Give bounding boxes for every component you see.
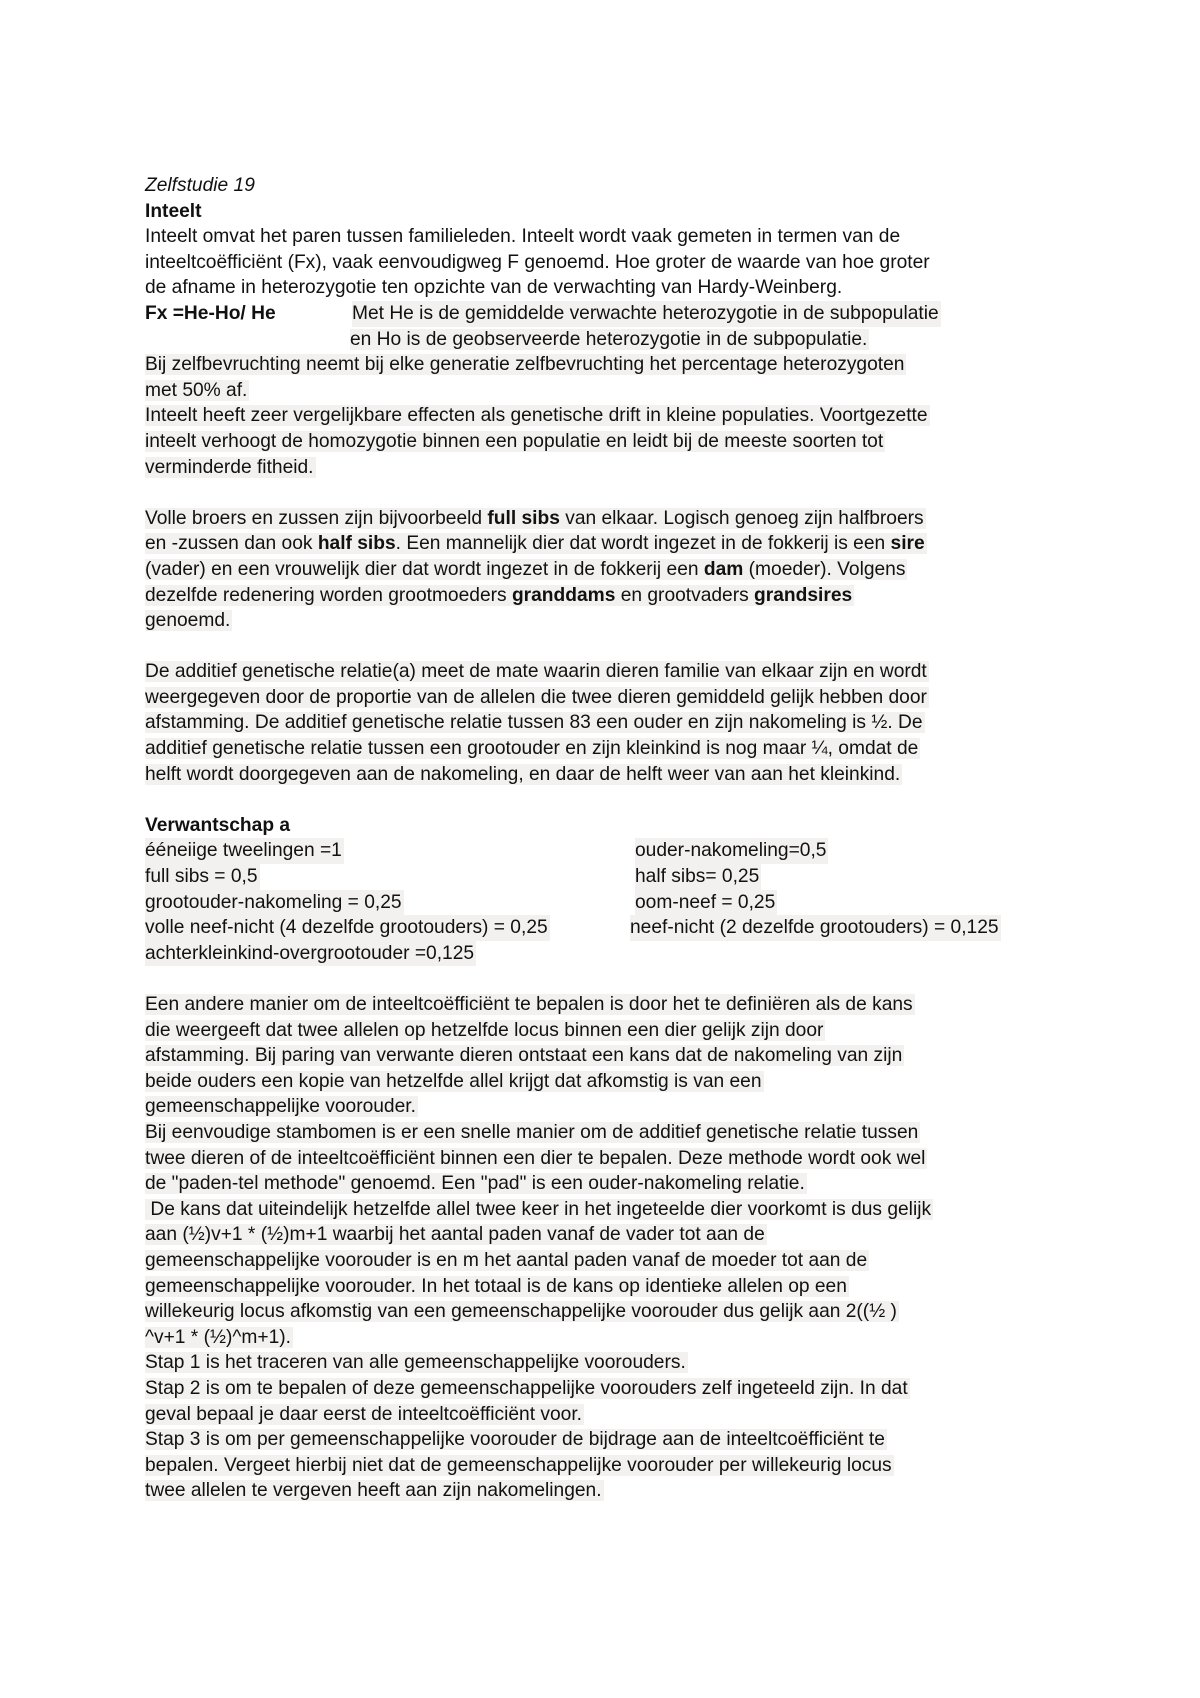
text-segment: afstamming. De additief genetische relatie tussen 83 een ouder en zijn nakomeling is ½. De	[145, 712, 923, 734]
text-line	[145, 1350, 1085, 1376]
text-line: Inteelt omvat het paren tussen familieleden. Inteelt wordt vaak gemeten in termen van de	[145, 226, 901, 248]
document-page	[145, 173, 1085, 1504]
text-line	[145, 1197, 1085, 1223]
text-line	[145, 1248, 1085, 1274]
text-segment: met 50% af.	[145, 379, 248, 401]
text-segment: helft wordt doorgegeven aan de nakomeling, en daar de helft weer van aan het kleinkind.	[145, 763, 901, 785]
spacer	[145, 634, 1085, 660]
relation-left: volle neef-nicht (4 dezelfde grootouders) = 0,25	[145, 915, 550, 941]
relation-row	[145, 941, 1085, 967]
text-segment: willekeurig locus afkomstig van een gemeenschappelijke voorouder dus gelijk aan 2((½ )	[145, 1301, 897, 1323]
text-segment: beide ouders een kopie van hetzelfde allel krijgt dat afkomstig is van een	[145, 1070, 762, 1092]
term-half-sibs: half sibs	[317, 533, 396, 555]
text-line	[145, 1146, 1085, 1172]
text-line	[145, 1376, 1085, 1402]
text-segment: additief genetische relatie tussen een grootouder en zijn kleinkind is nog maar ¼, omdat de	[145, 738, 919, 760]
text-line: de afname in heterozygotie ten opzichte van de verwachting van Hardy-Weinberg.	[145, 277, 843, 299]
text-segment: geval bepaal je daar eerst de inteeltcoëfficiënt voor.	[145, 1403, 582, 1425]
text-segment: genoemd.	[145, 610, 231, 632]
text-segment: van elkaar. Logisch genoeg zijn halfbroers	[559, 507, 924, 529]
text-segment: die weergeeft dat twee allelen op hetzelfde locus binnen een dier gelijk zijn door	[145, 1019, 824, 1041]
term-grandsires: grandsires	[754, 584, 853, 606]
text-segment: ^v+1 * (½)^m+1).	[145, 1326, 291, 1348]
text-line	[145, 506, 1085, 532]
relation-left: full sibs = 0,5	[145, 864, 260, 890]
text-segment: gemeenschappelijke voorouder. In het totaal is de kans op identieke allelen op een	[145, 1275, 847, 1297]
text-segment: . Een mannelijk dier dat wordt ingezet in de fokkerij is een	[395, 533, 891, 555]
text-segment: Een andere manier om de inteeltcoëfficiënt te bepalen is door het te definiëren als de kans	[145, 994, 913, 1015]
relation-left: achterkleinkind-overgrootouder =0,125	[145, 941, 476, 967]
text-line	[145, 1222, 1085, 1248]
text-segment: de "paden-tel methode" genoemd. Een "pad" is een ouder-nakomeling relatie.	[145, 1173, 805, 1195]
text-line	[145, 429, 1085, 455]
term-dam: dam	[703, 558, 744, 580]
text-segment: en -zussen dan ook	[145, 533, 318, 555]
text-line	[145, 1427, 1085, 1453]
text-line	[145, 557, 1085, 583]
text-segment: weergegeven door de proportie van de allelen die twee dieren gemiddeld gelijk hebben door	[145, 686, 927, 708]
text-line: inteeltcoëfficiënt (Fx), vaak eenvoudigweg F genoemd. Hoe groter de waarde van hoe groter	[145, 251, 930, 273]
text-line	[145, 762, 1085, 788]
text-line	[145, 1069, 1085, 1095]
text-line	[145, 1171, 1085, 1197]
text-segment: Volle broers en zussen zijn bijvoorbeeld	[145, 507, 488, 529]
text-segment	[145, 559, 907, 580]
text-line	[145, 685, 1085, 711]
text-line	[145, 455, 1085, 481]
text-segment: twee dieren of de inteeltcoëfficiënt binnen een dier te bepalen. Deze methode wordt ook wel	[145, 1147, 926, 1169]
text-segment: De kans dat uiteindelijk hetzelfde allel twee keer in het ingeteelde dier voorkomt is dus gelijk	[145, 1198, 932, 1220]
path-count-method-paragraph	[145, 992, 1085, 1504]
heading-verwantschap: Verwantschap a	[145, 814, 291, 836]
relation-right: half sibs= 0,25	[635, 864, 761, 890]
text-segment: Stap 1 is het traceren van alle gemeenschappelijke voorouders.	[145, 1352, 686, 1374]
text-line	[145, 583, 1085, 609]
text-segment	[145, 508, 926, 529]
text-line	[145, 1043, 1085, 1069]
spacer	[145, 787, 1085, 813]
text-segment: Bij zelfbevruchting neemt bij elke generatie zelfbevruchting het percentage heterozygoten	[145, 354, 905, 376]
text-segment: aan (½)v+1 * (½)m+1 waarbij het aantal paden vanaf de vader tot aan de	[145, 1224, 765, 1246]
term-granddams: granddams	[511, 584, 616, 606]
text-line	[145, 1018, 1085, 1044]
text-line	[145, 1402, 1085, 1428]
formula-explanation: Met He is de gemiddelde verwachte heterozygotie in de subpopulatie	[352, 301, 941, 327]
term-sire: sire	[890, 533, 925, 555]
text-segment: afstamming. Bij paring van verwante dieren ontstaat een kans dat de nakomeling van zijn	[145, 1045, 903, 1067]
text-segment: dezelfde redenering worden grootmoeders	[145, 584, 512, 606]
text-line	[145, 1478, 1085, 1504]
text-segment: (vader) en een vrouwelijk dier dat wordt ingezet in de fokkerij een	[145, 558, 704, 580]
spacer	[145, 966, 1085, 992]
relation-row	[145, 915, 1085, 941]
text-segment: gemeenschappelijke voorouder.	[145, 1096, 416, 1118]
text-line	[145, 1094, 1085, 1120]
text-segment: inteelt verhoogt de homozygotie binnen een populatie en leidt bij de meeste soorten tot	[145, 430, 884, 452]
text-line	[145, 710, 1085, 736]
text-segment: bepalen. Vergeet hierbij niet dat de gemeenschappelijke voorouder per willekeurig locus	[145, 1454, 892, 1476]
text-line	[145, 659, 1085, 685]
text-segment: verminderde fitheid.	[145, 456, 314, 478]
text-line	[145, 1299, 1085, 1325]
text-segment: twee allelen te vergeven heeft aan zijn nakomelingen.	[145, 1480, 602, 1502]
relation-row	[145, 864, 1085, 890]
relation-left: ééneiige tweelingen =1	[145, 838, 344, 864]
text-line	[145, 736, 1085, 762]
formula-label: Fx =He-Ho/ He	[145, 302, 276, 324]
text-segment: en grootvaders	[615, 584, 755, 606]
text-line	[145, 1120, 1085, 1146]
text-segment: Bij eenvoudige stambomen is er een snelle manier om de additief genetische relatie tussen	[145, 1121, 919, 1143]
formula-explanation-continued	[145, 327, 1085, 353]
term-full-sibs: full sibs	[487, 507, 560, 529]
text-segment: De additief genetische relatie(a) meet de mate waarin dieren familie van elkaar zijn en wordt	[145, 661, 927, 683]
text-segment: Inteelt heeft zeer vergelijkbare effecten als genetische drift in kleine populaties. Voortgezette	[145, 405, 928, 427]
relation-right: ouder-nakomeling=0,5	[635, 838, 828, 864]
self-fertilisation-paragraph	[145, 352, 1085, 403]
text-segment: gemeenschappelijke voorouder is en m het aantal paden vanaf de moeder tot aan de	[145, 1249, 868, 1271]
text-segment: Stap 2 is om te bepalen of deze gemeenschappelijke voorouders zelf ingeteeld zijn. In dat	[145, 1377, 908, 1399]
formula-row	[145, 301, 1085, 327]
text-line	[145, 1325, 1085, 1351]
text-segment: (moeder). Volgens	[743, 558, 906, 580]
intro-paragraph	[145, 224, 1085, 301]
relation-right: oom-neef = 0,25	[635, 890, 777, 916]
text-line: en Ho is de geobserveerde heterozygotie in de subpopulatie.	[350, 328, 868, 350]
relation-row	[145, 838, 1085, 864]
drift-paragraph	[145, 403, 1085, 480]
text-line	[145, 403, 1085, 429]
document-title: Zelfstudie 19	[145, 175, 255, 196]
text-line	[145, 992, 1085, 1018]
spacer	[145, 480, 1085, 506]
text-line	[145, 1453, 1085, 1479]
relation-left: grootouder-nakomeling = 0,25	[145, 890, 404, 916]
text-line	[145, 378, 1085, 404]
sibs-paragraph	[145, 506, 1085, 634]
text-segment	[145, 585, 854, 606]
relation-row	[145, 890, 1085, 916]
text-line	[145, 352, 1085, 378]
text-line	[145, 531, 1085, 557]
additive-relation-paragraph	[145, 659, 1085, 787]
relations-list	[145, 838, 1085, 966]
heading-inteelt: Inteelt	[145, 200, 202, 222]
relation-right: neef-nicht (2 dezelfde grootouders) = 0,125	[630, 915, 1001, 941]
text-line	[145, 608, 1085, 634]
text-line	[145, 1274, 1085, 1300]
text-segment	[145, 533, 927, 554]
text-segment: Stap 3 is om per gemeenschappelijke voorouder de bijdrage aan de inteeltcoëfficiënt te	[145, 1429, 885, 1451]
